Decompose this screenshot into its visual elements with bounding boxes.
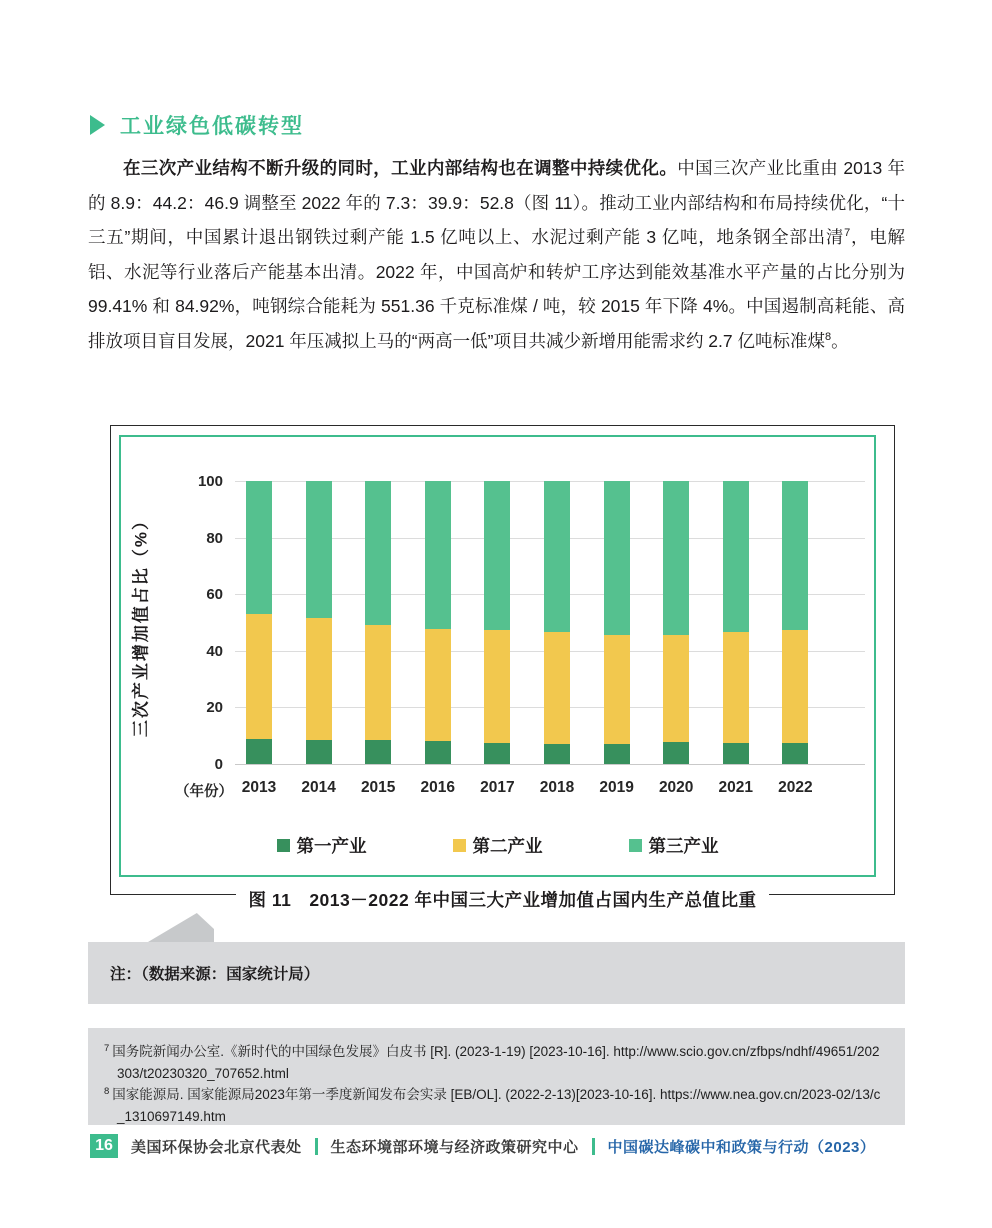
- bar-segment-第一产业-2020: [663, 742, 689, 764]
- bar-segment-第一产业-2013: [246, 739, 272, 764]
- paragraph-text: 中国三次产业比重由 2013 年的 8.9：44.2：46.9 调整至 2022 年的 7.3：39.9：52.8（图 11）。推动工业内部结构和布局持续优化，“十三五”期间，中国累计退出钢铁过剩产能 1.5 亿吨以上、水泥过剩产能 3 亿吨，地条钢全部出清: [88, 158, 906, 248]
- section-arrow-icon: [90, 115, 105, 135]
- x-axis-label-2014: 2014: [301, 779, 336, 796]
- footnote-8: $^8$ 国家能源局. 国家能源局2023年第一季度新闻发布会实录 [EB/OL]. (2022-2-13)[2023-10-16]. https://www.nea.gov.cn/2023-02/13/c_1310697149.htm: [104, 1085, 881, 1124]
- legend-label: 第二产业: [472, 836, 543, 856]
- section-title: 工业绿色低碳转型: [120, 115, 304, 138]
- stacked-bar-2014: [306, 481, 332, 764]
- x-axis-label-2013: 2013: [241, 779, 277, 796]
- bar-segment-第二产业-2018: [544, 632, 570, 744]
- legend-label: 第一产业: [296, 836, 367, 856]
- x-axis-label-2019: 2019: [599, 779, 634, 796]
- bar-segment-第三产业-2018: [544, 481, 570, 632]
- bar-segment-第二产业-2014: [306, 618, 332, 740]
- y-axis-tick-80: 80: [206, 529, 223, 547]
- legend-label: 第三产业: [648, 836, 719, 856]
- footnote-7: $^7$ 国务院新闻办公室.《新时代的中国绿色发展》白皮书 [R]. (2023-1-19) [2023-10-16]. http://www.scio.gov.cn/zfbps/ndhf/49651/202303/t20230320_707652.html: [104, 1042, 880, 1081]
- bar-segment-第二产业-2013: [246, 614, 272, 739]
- y-axis-tick-0: 0: [214, 756, 223, 773]
- bar-segment-第三产业-2013: [246, 481, 272, 614]
- stacked-bar-2020: [663, 481, 689, 764]
- paragraph-text: ，电解铝、水泥等行业落后产能基本出清。2022 年，中国高炉和转炉工序达到能效基准水平产量的占比分别为 99.41% 和 84.92%，吨钢综合能耗为 551.36 千克标准煤 / 吨，较 2015 年下降 4%。中国遏制高耗能、高排放项目盲目发展，2021 年压减拟上马的“两高一低”项目共减少新增用能需求约 2.7 亿吨标准煤: [88, 227, 906, 351]
- y-axis-tick-60: 60: [206, 586, 223, 604]
- bar-segment-第三产业-2017: [484, 481, 510, 630]
- footnote-reference-7: 7: [844, 227, 851, 240]
- legend-item-第一产业: [277, 833, 367, 858]
- bar-segment-第一产业-2014: [306, 740, 332, 764]
- x-axis-label-2016: 2016: [420, 779, 456, 796]
- chart-container: [119, 435, 876, 877]
- footnotes-panel: [88, 1028, 905, 1125]
- footer-divider: [592, 1138, 595, 1155]
- bar-segment-第三产业-2020: [663, 481, 689, 635]
- footer-org-2: 生态环境部环境与经济政策研究中心: [330, 1138, 579, 1156]
- figure-frame: [110, 425, 895, 895]
- bar-segment-第一产业-2015: [365, 740, 391, 764]
- x-axis-unit-label: （年份）: [175, 784, 233, 800]
- x-axis-label-2017: 2017: [480, 779, 515, 796]
- x-axis-label-2022: 2022: [778, 779, 813, 796]
- stacked-bar-2013: [246, 481, 272, 764]
- bar-segment-第二产业-2021: [723, 632, 749, 744]
- y-axis-tick-100: 100: [197, 473, 223, 490]
- paragraph-bold-lead: 在三次产业结构不断升级的同时，工业内部结构也在调整中持续优化。: [123, 158, 678, 178]
- bar-segment-第三产业-2014: [306, 481, 332, 618]
- stacked-bar-2022: [782, 481, 808, 764]
- footer-org-1: 美国环保协会北京代表处: [131, 1138, 302, 1156]
- figure-caption: 图 11 2013－2022 年中国三大产业增加值占国内生产总值比重: [110, 887, 895, 912]
- bar-segment-第三产业-2016: [425, 481, 451, 629]
- stacked-bar-2019: [604, 481, 630, 764]
- x-axis-label-2018: 2018: [539, 779, 575, 796]
- y-axis-title: 三次产业增加值占比（%）: [131, 510, 151, 737]
- legend-item-第三产业: [629, 833, 719, 858]
- legend-item-第二产业: [453, 833, 543, 858]
- bar-segment-第二产业-2017: [484, 630, 510, 743]
- y-axis-tick-40: 40: [206, 642, 223, 660]
- section-heading: [90, 110, 304, 140]
- footer-report-title: 中国碳达峰碳中和政策与行动（2023）: [607, 1138, 876, 1156]
- bar-segment-第二产业-2016: [425, 629, 451, 741]
- bar-segment-第一产业-2021: [723, 743, 749, 764]
- bar-segment-第二产业-2022: [782, 630, 808, 743]
- legend-swatch-icon: [277, 839, 290, 852]
- bar-segment-第二产业-2015: [365, 625, 391, 740]
- footnote-reference-8: 8: [825, 331, 832, 344]
- legend-swatch-icon: [629, 839, 642, 852]
- note-text: 注：（数据来源：国家统计局）: [110, 966, 320, 983]
- bar-segment-第一产业-2022: [782, 743, 808, 764]
- paragraph-text: 。: [831, 330, 849, 351]
- page-number-badge: 16: [90, 1134, 118, 1158]
- bar-segment-第二产业-2020: [663, 635, 689, 742]
- stacked-bar-2018: [544, 481, 570, 764]
- x-axis-label-2021: 2021: [718, 779, 754, 796]
- bar-segment-第二产业-2019: [604, 635, 630, 744]
- legend-swatch-icon: [453, 839, 466, 852]
- stacked-bar-2015: [365, 481, 391, 764]
- footer-divider: [315, 1138, 318, 1155]
- bar-segment-第三产业-2015: [365, 481, 391, 625]
- bar-segment-第三产业-2022: [782, 481, 808, 630]
- bar-segment-第一产业-2018: [544, 744, 570, 764]
- bar-segment-第一产业-2016: [425, 741, 451, 764]
- y-axis-tick-20: 20: [206, 699, 223, 717]
- data-source-note: [88, 942, 905, 1004]
- x-axis-label-2015: 2015: [360, 779, 396, 796]
- x-axis-label-2020: 2020: [658, 779, 694, 796]
- bar-segment-第一产业-2017: [484, 743, 510, 764]
- bar-segment-第三产业-2021: [723, 481, 749, 632]
- chart-legend: [121, 833, 874, 858]
- bar-segment-第一产业-2019: [604, 744, 630, 764]
- stacked-bar-2016: [425, 481, 451, 764]
- body-paragraph: [88, 151, 905, 359]
- plot-area: [131, 473, 865, 800]
- page-footer: [90, 1134, 875, 1158]
- stacked-bar-2017: [484, 481, 510, 764]
- bar-segment-第三产业-2019: [604, 481, 630, 635]
- note-pointer-shape: [148, 913, 214, 942]
- gridline-0: [235, 764, 865, 765]
- stacked-bar-2021: [723, 481, 749, 764]
